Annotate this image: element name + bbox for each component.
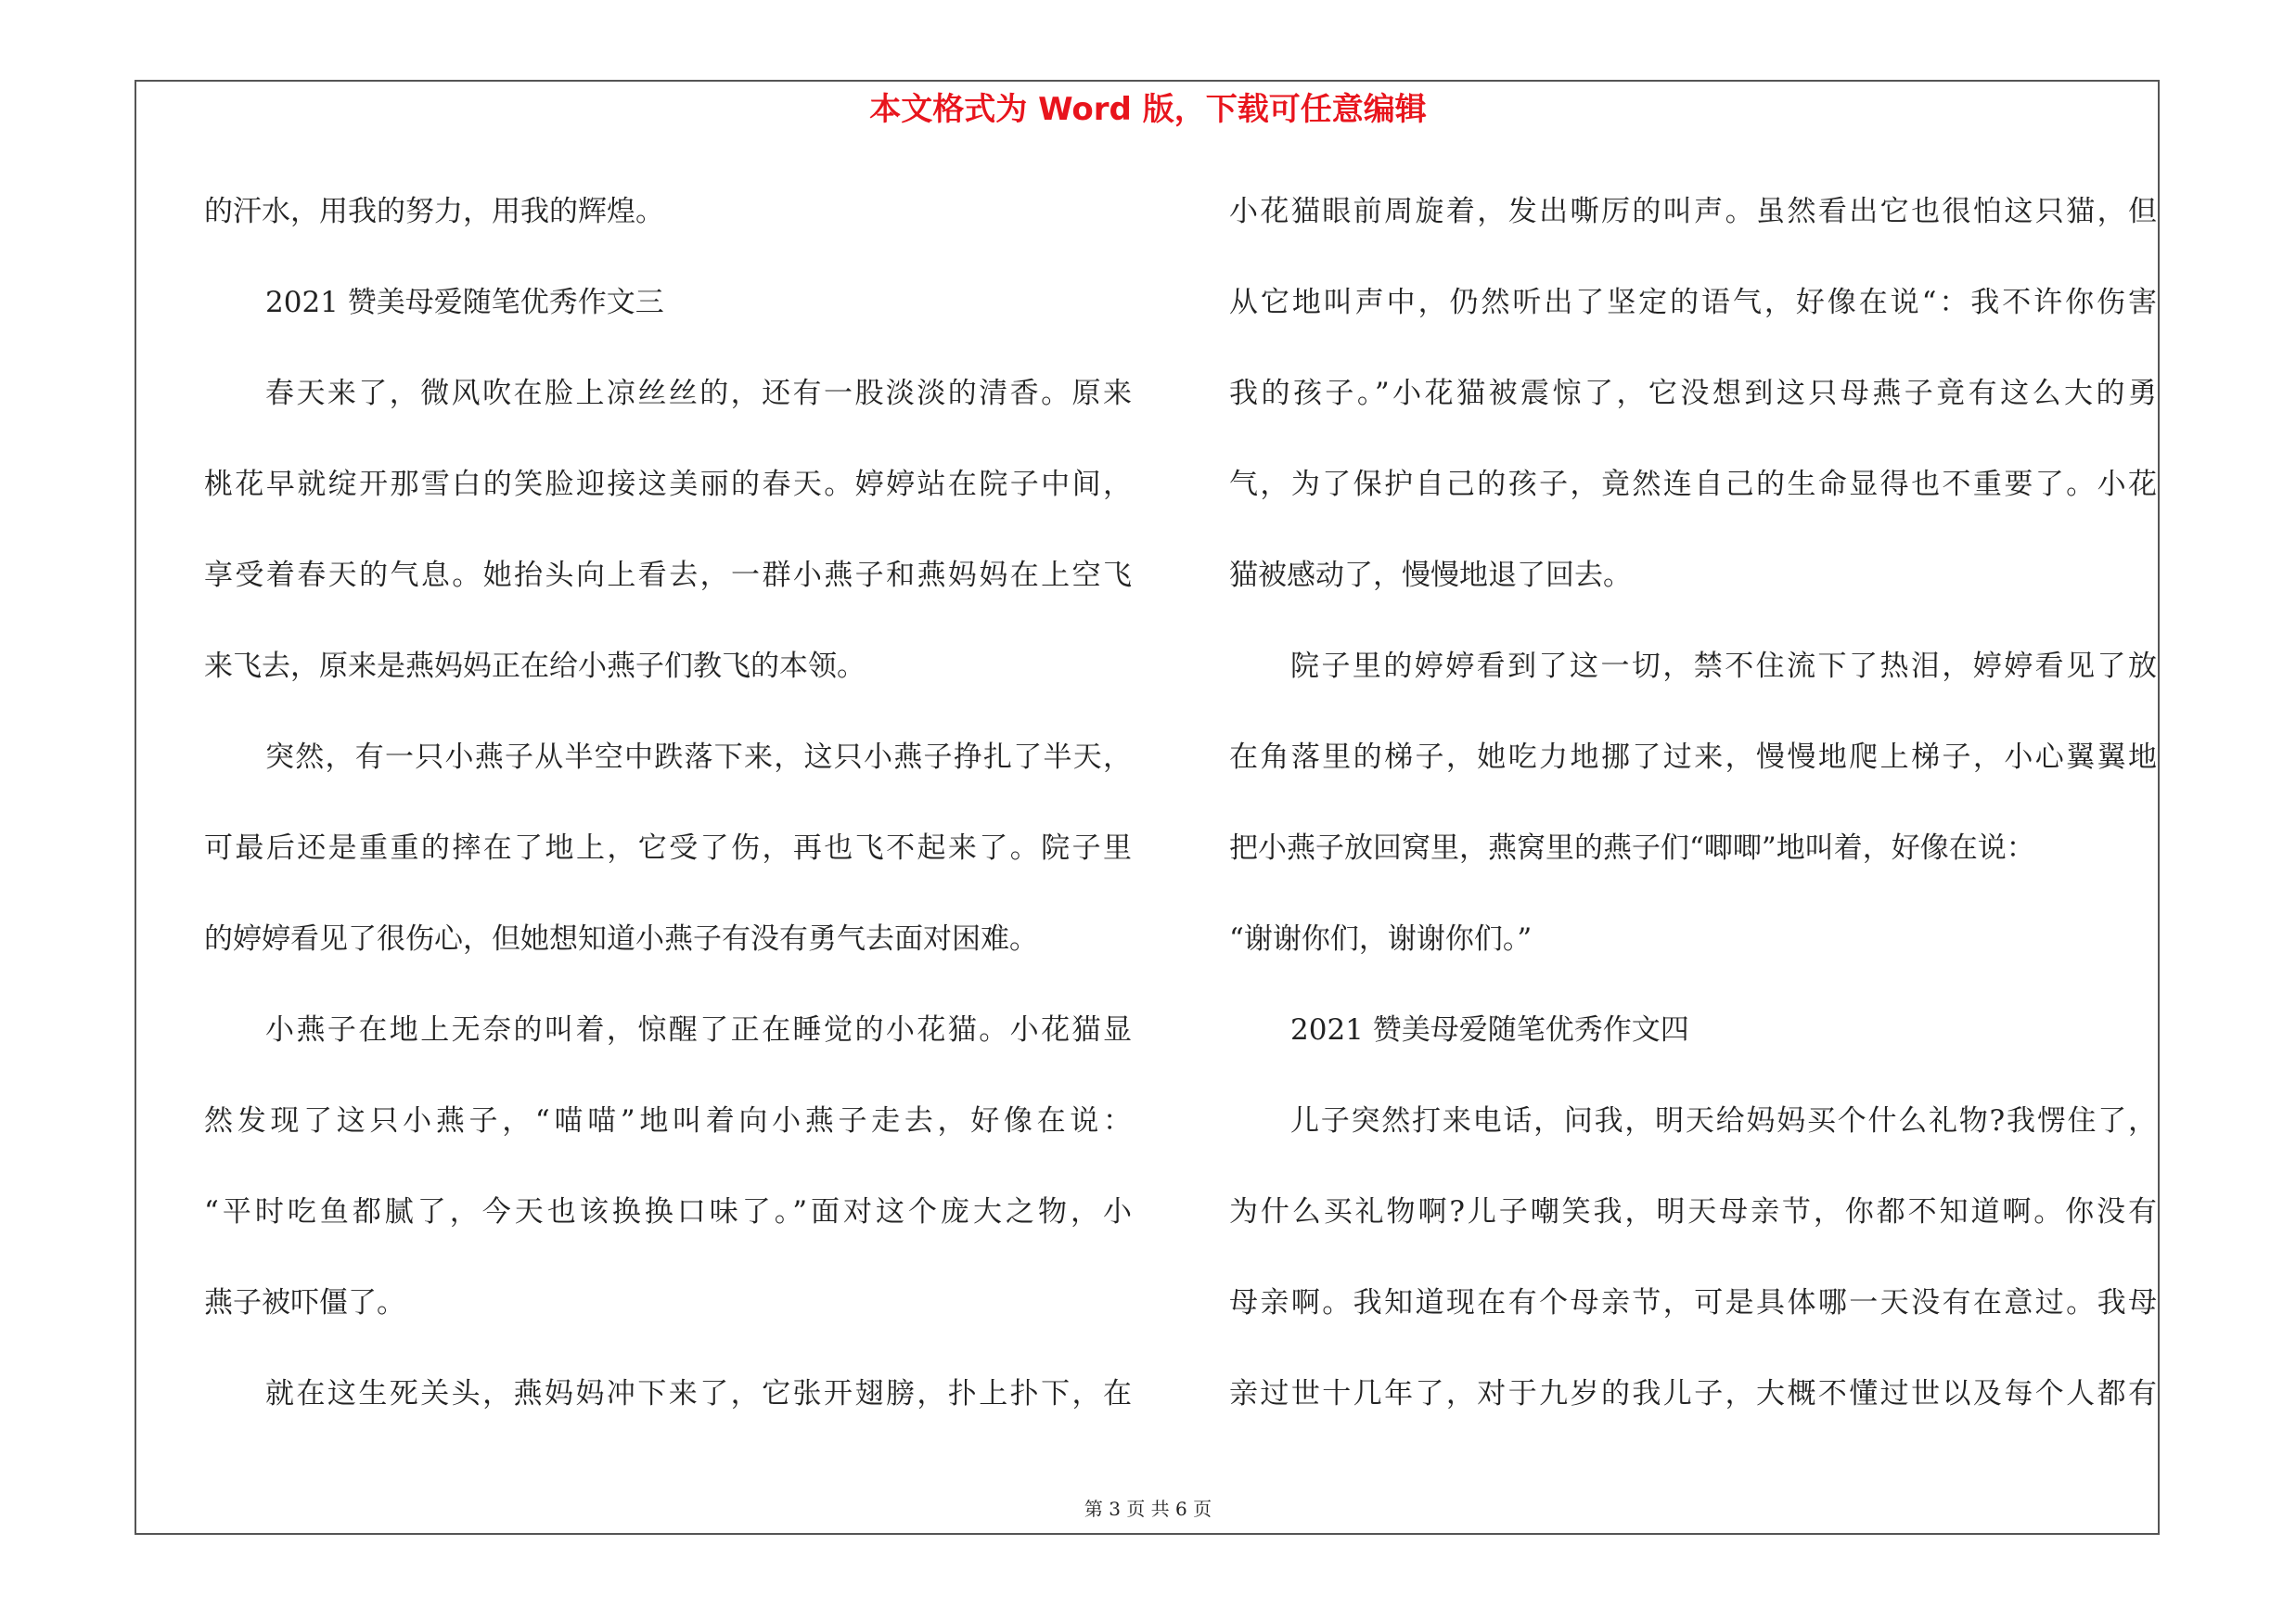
text-line: 气，为了保护自己的孩子，竟然连自己的生命显得也不重要了。小花	[1229, 468, 2157, 501]
text-line: 2021 赞美母爱随笔优秀作文三	[265, 286, 664, 319]
text-line: “平时吃鱼都腻了，今天也该换换口味了。”面对这个庞大之物，小	[204, 1195, 1132, 1229]
left-column	[204, 184, 1132, 1457]
text-line: 院子里的婷婷看到了这一切，禁不住流下了热泪，婷婷看见了放	[1290, 650, 2157, 683]
text-line: 从它地叫声中，仍然听出了坚定的语气，好像在说“：我不许你伤害	[1229, 286, 2157, 319]
text-line: 母亲啊。我知道现在有个母亲节，可是具体哪一天没有在意过。我母	[1229, 1286, 2157, 1320]
right-column	[1229, 184, 2157, 1457]
text-line: 可最后还是重重的摔在了地上，它受了伤，再也飞不起来了。院子里	[204, 831, 1132, 865]
text-line: 猫被感动了，慢慢地退了回去。	[1229, 559, 1632, 592]
text-line: 小花猫眼前周旋着，发出嘶厉的叫声。虽然看出它也很怕这只猫，但	[1229, 195, 2157, 228]
text-line: 为什么买礼物啊?儿子嘲笑我，明天母亲节，你都不知道啊。你没有	[1229, 1195, 2157, 1229]
document-header: 本文格式为 Word 版，下载可任意编辑	[869, 91, 1427, 128]
text-line: 的婷婷看见了很伤心，但她想知道小燕子有没有勇气去面对困难。	[204, 922, 1038, 956]
text-line: 就在这生死关头，燕妈妈冲下来了，它张开翅膀，扑上扑下，在	[265, 1377, 1132, 1410]
text-line: 把小燕子放回窝里，燕窝里的燕子们“唧唧”地叫着，好像在说：	[1229, 831, 2035, 865]
text-line: 燕子被吓僵了。	[204, 1286, 405, 1320]
text-line: 桃花早就绽开那雪白的笑脸迎接这美丽的春天。婷婷站在院子中间，	[204, 468, 1132, 501]
text-line: 小燕子在地上无奈的叫着，惊醒了正在睡觉的小花猫。小花猫显	[265, 1013, 1132, 1047]
text-line: 春天来了，微风吹在脸上凉丝丝的，还有一股淡淡的清香。原来	[265, 377, 1132, 410]
text-line: 然发现了这只小燕子，“喵喵”地叫着向小燕子走去，好像在说：	[204, 1104, 1132, 1138]
text-line: 突然，有一只小燕子从半空中跌落下来，这只小燕子挣扎了半天，	[265, 741, 1132, 774]
text-line: 来飞去，原来是燕妈妈正在给小燕子们教飞的本领。	[204, 650, 866, 683]
text-line: “谢谢你们，谢谢你们。”	[1229, 922, 1533, 956]
text-line: 亲过世十几年了，对于九岁的我儿子，大概不懂过世以及每个人都有	[1229, 1377, 2157, 1410]
page-number-footer: 第 3 页 共 6 页	[1084, 1498, 1212, 1520]
text-line: 在角落里的梯子，她吃力地挪了过来，慢慢地爬上梯子，小心翼翼地	[1229, 741, 2157, 774]
text-line: 儿子突然打来电话，问我，明天给妈妈买个什么礼物?我愣住了，	[1290, 1104, 2157, 1138]
text-line: 享受着春天的气息。她抬头向上看去，一群小燕子和燕妈妈在上空飞	[204, 559, 1132, 592]
text-line: 的汗水，用我的努力，用我的辉煌。	[204, 195, 664, 228]
text-line: 我的孩子。”小花猫被震惊了，它没想到这只母燕子竟有这么大的勇	[1229, 377, 2157, 410]
text-line: 2021 赞美母爱随笔优秀作文四	[1290, 1013, 1689, 1047]
